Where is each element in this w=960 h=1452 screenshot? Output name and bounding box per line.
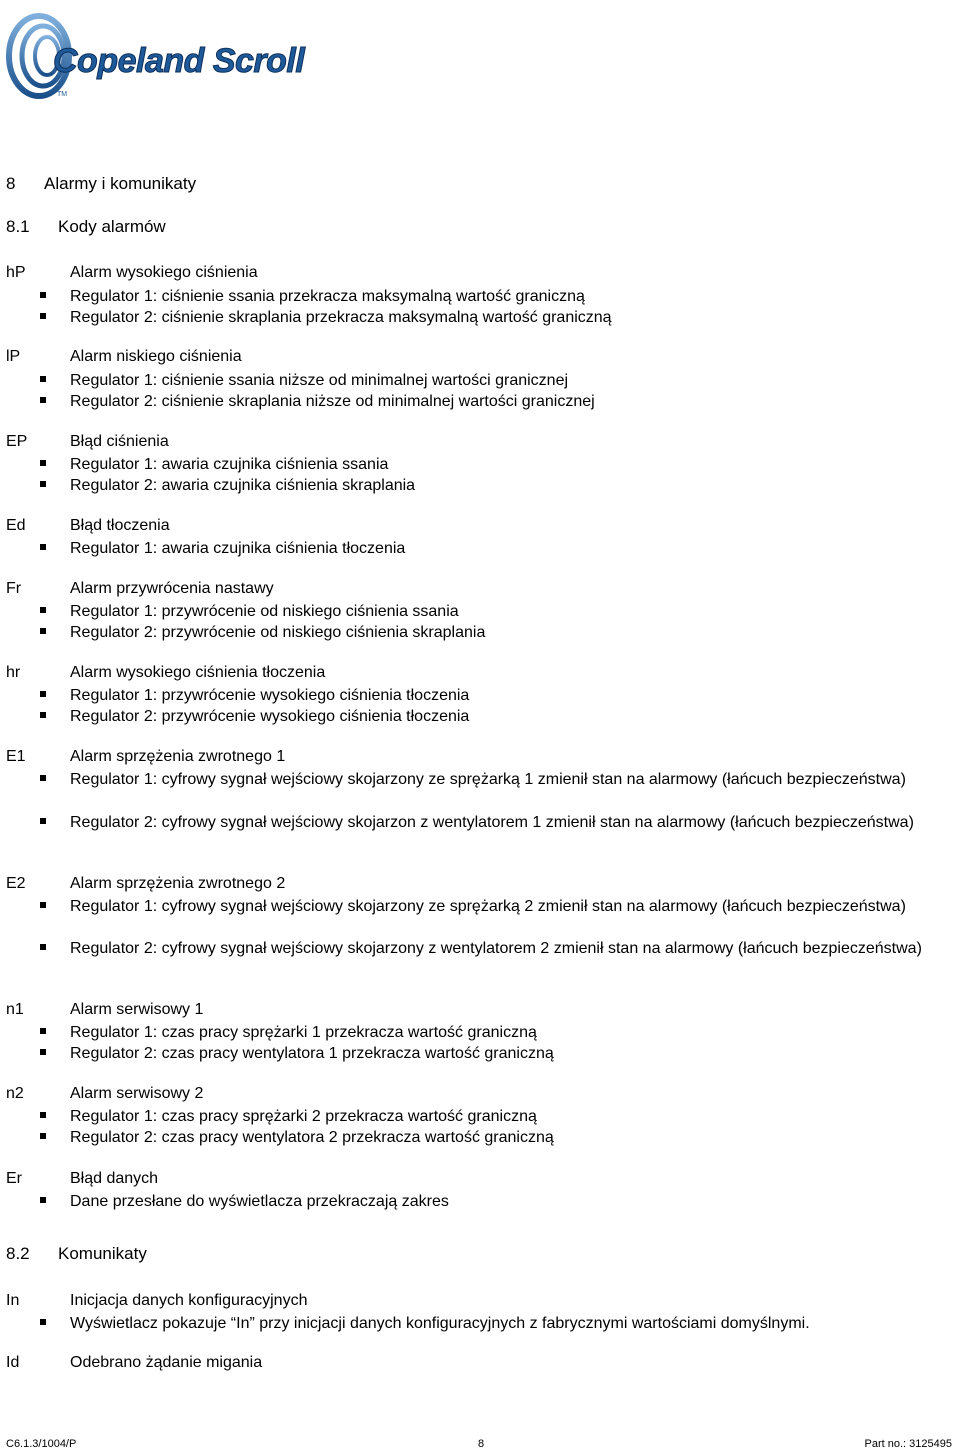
alarm-title: Alarm wysokiego ciśnienia <box>70 264 258 281</box>
list-item: Wyświetlacz pokazuje “In” przy inicjacji danych konfiguracyjnych z fabrycznymi wartościami domyślnymi. <box>40 1313 956 1334</box>
alarm-title: Błąd tłoczenia <box>70 517 170 534</box>
alarm-title: Alarm niskiego ciśnienia <box>70 348 242 365</box>
bullet-icon <box>40 481 46 487</box>
alarm-code: n2 <box>6 1085 24 1102</box>
alarm-code: Er <box>6 1170 22 1187</box>
alarm-title: Alarm sprzężenia zwrotnego 2 <box>70 875 286 892</box>
list-item: Regulator 1: czas pracy sprężarki 1 przekracza wartość graniczną <box>40 1022 956 1043</box>
bullet-icon <box>40 1112 46 1118</box>
message-title: Inicjacja danych konfiguracyjnych <box>70 1292 308 1309</box>
bullet-icon <box>40 691 46 697</box>
copeland-scroll-logo <box>5 6 350 100</box>
footer-part-number: Part no.: 3125495 <box>864 1438 952 1450</box>
section-heading-8: 8 Alarmy i komunikaty <box>6 174 197 193</box>
list-item: Regulator 1: czas pracy sprężarki 2 przekracza wartość graniczną <box>40 1106 956 1127</box>
message-title: Odebrano żądanie migania <box>70 1354 263 1371</box>
svg-text:Copeland Scroll: Copeland Scroll <box>53 42 305 80</box>
list-item: Regulator 2: awaria czujnika ciśnienia skraplania <box>40 475 956 496</box>
list-item: Regulator 1: cyfrowy sygnał wejściowy skojarzony ze sprężarką 2 zmienił stan na alarmowy (łańcuch bezpieczeństwa) <box>40 896 956 917</box>
bullet-icon <box>40 460 46 466</box>
bullet-icon <box>40 544 46 550</box>
bullet-icon <box>40 376 46 382</box>
alarm-code: hP <box>6 264 26 281</box>
alarm-code: lP <box>6 348 21 365</box>
list-item: Regulator 2: cyfrowy sygnał wejściowy skojarzon z wentylatorem 1 zmienił stan na alarmowy (łańcuch bezpieczeństwa) <box>40 812 956 833</box>
list-item: Regulator 2: przywrócenie od niskiego ciśnienia skraplania <box>40 622 956 643</box>
list-item: Regulator 1: cyfrowy sygnał wejściowy skojarzony ze sprężarką 1 zmienił stan na alarmowy (łańcuch bezpieczeństwa) <box>40 769 956 790</box>
alarm-title: Alarm serwisowy 2 <box>70 1085 204 1102</box>
bullet-icon <box>40 944 46 950</box>
bullet-icon <box>40 397 46 403</box>
svg-text:TM: TM <box>57 91 68 98</box>
bullet-icon <box>40 1197 46 1203</box>
bullet-icon <box>40 628 46 634</box>
alarm-title: Błąd ciśnienia <box>70 433 169 450</box>
alarm-code: Ed <box>6 517 26 534</box>
alarm-code: E1 <box>6 748 26 765</box>
list-item: Regulator 2: cyfrowy sygnał wejściowy skojarzony z wentylatorem 2 zmienił stan na alarmowy (łańcuch bezpieczeństwa) <box>40 938 956 959</box>
alarm-title: Alarm wysokiego ciśnienia tłoczenia <box>70 664 326 681</box>
message-code: In <box>6 1292 20 1309</box>
alarm-code: EP <box>6 433 28 450</box>
list-item: Regulator 2: ciśnienie skraplania niższe od minimalnej wartości granicznej <box>40 391 956 412</box>
message-code: Id <box>6 1354 20 1371</box>
list-item: Regulator 1: awaria czujnika ciśnienia tłoczenia <box>40 538 956 559</box>
bullet-icon <box>40 1319 46 1325</box>
list-item: Regulator 2: czas pracy wentylatora 1 przekracza wartość graniczną <box>40 1043 956 1064</box>
section-heading-8-1: 8.1 Kody alarmów <box>6 217 166 236</box>
alarm-code: hr <box>6 664 21 681</box>
alarm-title: Alarm serwisowy 1 <box>70 1001 204 1018</box>
list-item: Regulator 2: ciśnienie skraplania przekracza maksymalną wartość graniczną <box>40 307 956 328</box>
bullet-icon <box>40 1049 46 1055</box>
list-item: Regulator 2: przywrócenie wysokiego ciśnienia tłoczenia <box>40 706 956 727</box>
alarm-title: Alarm sprzężenia zwrotnego 1 <box>70 748 286 765</box>
bullet-icon <box>40 1028 46 1034</box>
bullet-icon <box>40 292 46 298</box>
bullet-icon <box>40 607 46 613</box>
list-item: Regulator 1: ciśnienie ssania niższe od minimalnej wartości granicznej <box>40 370 956 391</box>
bullet-icon <box>40 775 46 781</box>
alarm-code: Fr <box>6 580 22 597</box>
list-item: Regulator 1: przywrócenie wysokiego ciśnienia tłoczenia <box>40 685 956 706</box>
alarm-code: n1 <box>6 1001 24 1018</box>
footer-doc-code: C6.1.3/1004/P <box>6 1438 77 1450</box>
footer-page-number: 8 <box>478 1438 485 1450</box>
list-item: Regulator 1: ciśnienie ssania przekracza maksymalną wartość graniczną <box>40 286 956 307</box>
section-heading-8-2: 8.2 Komunikaty <box>6 1244 147 1263</box>
bullet-icon <box>40 313 46 319</box>
list-item: Regulator 1: przywrócenie od niskiego ciśnienia ssania <box>40 601 956 622</box>
list-item: Dane przesłane do wyświetlacza przekraczają zakres <box>40 1191 956 1212</box>
list-item: Regulator 2: czas pracy wentylatora 2 przekracza wartość graniczną <box>40 1127 956 1148</box>
bullet-icon <box>40 712 46 718</box>
alarm-title: Błąd danych <box>70 1170 159 1187</box>
alarm-title: Alarm przywrócenia nastawy <box>70 580 274 597</box>
list-item: Regulator 1: awaria czujnika ciśnienia ssania <box>40 454 956 475</box>
alarm-code: E2 <box>6 875 26 892</box>
bullet-icon <box>40 902 46 908</box>
bullet-icon <box>40 818 46 824</box>
bullet-icon <box>40 1133 46 1139</box>
